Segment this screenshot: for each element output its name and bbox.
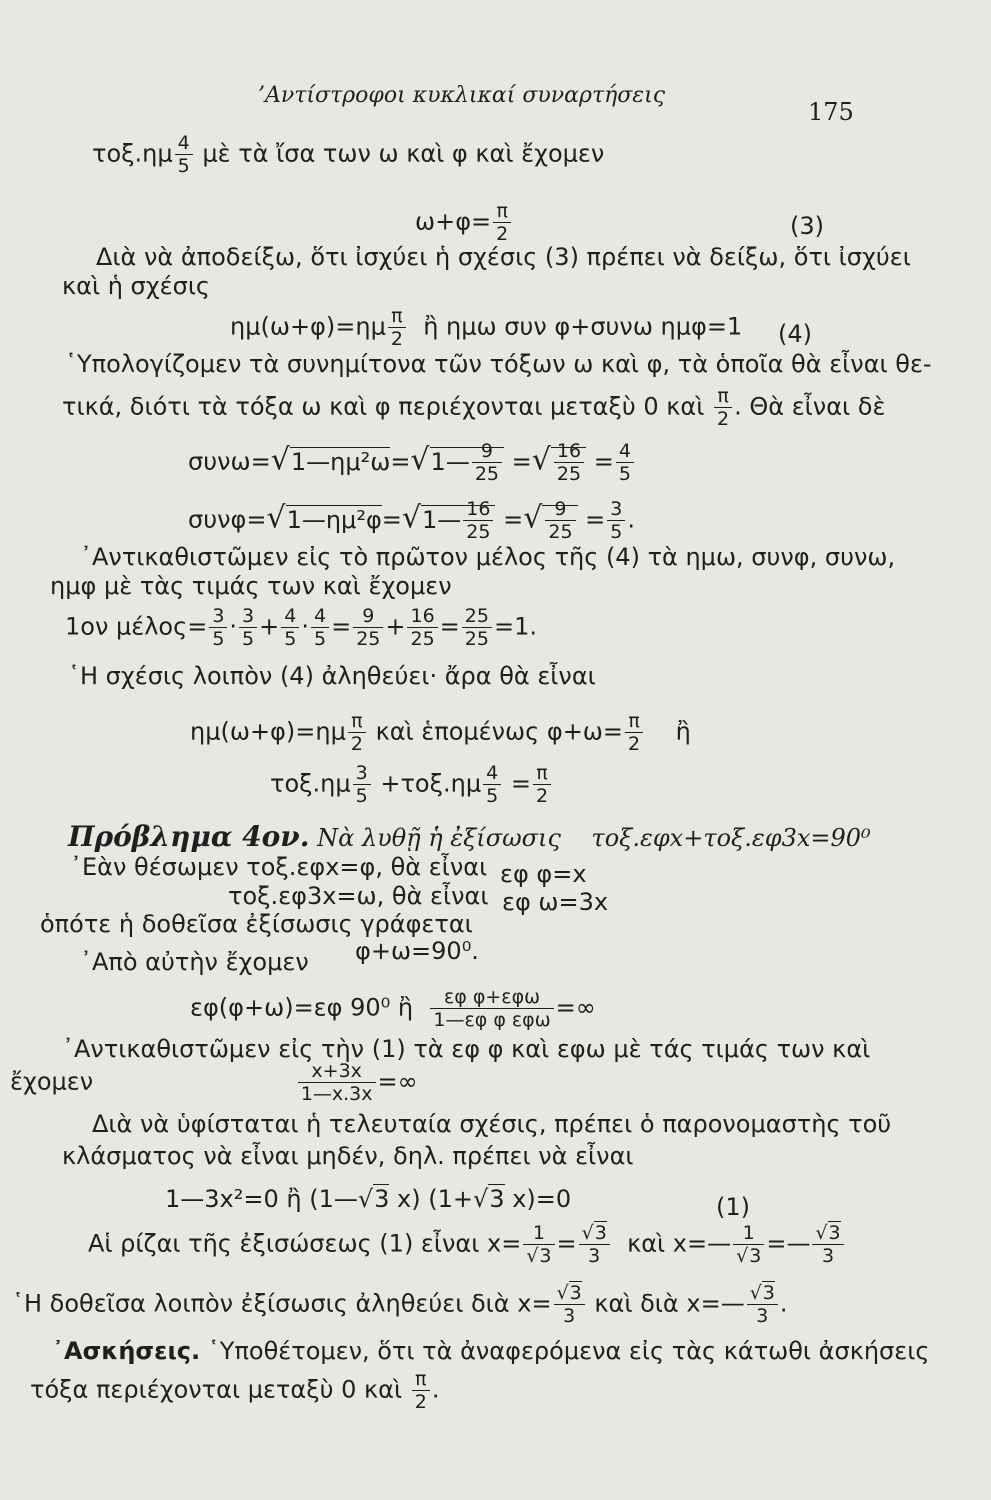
quadratic-equation-tag: (1) [716,1193,750,1221]
tangent-equation: εφ(φ+ω)=εφ 90⁰ ἢ εφ φ+εφω 1—εφ φ εφω =∞ [190,986,596,1031]
paragraph-line: τικά, διότι τὰ τόξα ω καὶ φ περιέχονται μεταξὺ 0 καὶ $\frac{\pi}{2}$ . Θὰ εἶναι δὲ [62,385,886,430]
exercises-line: τόξα περιέχονται μεταξὺ 0 καὶ $\frac{\pi}{2}$ . [30,1368,440,1413]
equation-6: τοξ.ημ $\frac{3}{5}$ +τοξ.ημ $\frac{4}{5}$ = $\frac{\pi}{2}$ [270,762,553,807]
paragraph-line: ᾽Αντικαθιστῶμεν εἰς τὸ πρῶτον μέλος τῆς (4) τὰ ημω, συνφ, συνω, [80,543,896,571]
exercises-line: ᾽Ασκήσεις. ῾Υποθέτομεν, ὅτι τὰ ἀναφερόμενα εἰς τὰς κάτωθι ἀσκήσεις [52,1337,930,1365]
paragraph-line: Διὰ νὰ ὑφίσταται ἡ τελευταία σχέσις, πρέπει ὁ παρονομαστὴς τοῦ [92,1110,892,1138]
substitution-line: τοξ.εφ3x=ω, θὰ εἶναι [228,882,489,910]
paragraph-line: ημφ μὲ τὰς τιμάς των καὶ ἔχομεν [50,572,452,600]
cos-phi-equation: συνφ=√1—ημ²φ=√1— $\frac{16}{25}$ =√ $\frac{9}{25}$ = $\frac{3}{5}$ . [188,498,636,543]
substitution-result: εφ ω=3x [502,888,609,916]
problem-heading: Πρόβλημα 4ον. Νὰ λυθῇ ἡ ἐξίσωσις τοξ.εφx+τοξ.εφ3x=90⁰ [68,820,871,853]
running-header: ’Αντίστροφοι κυκλικαί συναρτήσεις [258,83,666,108]
paragraph-line: Διὰ νὰ ἀποδείξω, ὅτι ἰσχύει ἡ σχέσις (3) πρέπει νὰ δείξω, ὅτι ἰσχύει [96,243,911,271]
paragraph-line: ᾽Απὸ αὐτὴν ἔχομεν [80,948,309,976]
substitution-line: ᾽Εὰν θέσωμεν τοξ.εφx=φ, θὰ εἶναι [70,853,488,881]
equation-3-tag: (3) [790,212,824,240]
paragraph-line: ῾Η σχέσις λοιπὸν (4) ἀληθεύει· ἄρα θὰ εἶναι [68,662,596,690]
equation-5: ημ(ω+φ)=ημ $\frac{\pi}{2}$ καὶ ἑπομένως φ+ω= $\frac{\pi}{2}$ ἢ [190,710,691,755]
equation-4-tag: (4) [778,320,812,348]
substitution-result: εφ φ=x [500,860,587,888]
quadratic-equation: 1—3x²=0 ἢ (1—√3 x) (1+√3 x)=0 [165,1185,572,1213]
paragraph-line: ῾Υπολογίζομεν τὰ συνημίτονα τῶν τόξων ω καὶ φ, τὰ ὁποῖα θὰ εἶναι θε- [65,350,932,378]
cos-omega-equation: συνω=√1—ημ²ω=√1— $\frac{9}{25}$ =√ $\frac{16}{25}$ = $\frac{4}{5}$ [188,440,636,485]
paragraph-line: ἔχομεν $\frac{x+3x}{1—x.3x}$ =∞ [10,1060,418,1105]
page-number: 175 [808,98,854,126]
paragraph-line: καὶ ἡ σχέσις [62,272,211,300]
paragraph-line: ὁπότε ἡ δοθεῖσα ἐξίσωσις γράφεται [40,910,473,938]
paragraph-line: κλάσματος νὰ εἶναι μηδέν, δηλ. πρέπει νὰ εἶναι [62,1142,634,1170]
equation-3: ω+φ= $\frac{\pi}{2}$ [415,200,513,245]
line-1: τοξ.ημ $\frac{4}{5}$ μὲ τὰ ἴσα των ω καὶ φ καὶ ἔχομεν [92,132,605,177]
equation-4: ημ(ω+φ)=ημ $\frac{\pi}{2}$ ἢ ημω συν φ+συνω ημφ=1 [230,305,743,350]
equation-sum: φ+ω=90⁰. [355,937,479,965]
paragraph-line: ᾽Αντικαθιστῶμεν εἰς τὴν (1) τὰ εφ φ καὶ εφω μὲ τάς τιμάς των καὶ [62,1035,871,1063]
first-member-equation: 1ον μέλος= $\frac{3}{5}$ · $\frac{3}{5}$ + $\frac{4}{5}$ · $\frac{4}{5}$ = $\frac{9}{25}$ + $\frac{16}{25}$ = $\frac{25}{25}$ =1. [65,605,537,650]
roots-line: Αἱ ρίζαι τῆς ἐξισώσεως (1) εἶναι x= $\frac{1}{√3}$ = $\frac{√3}{3}$ καὶ x=— $\frac{1}{√3}$ =— $\frac{√3}{3}$ [88,1222,846,1267]
conclusion-line: ῾Η δοθεῖσα λοιπὸν ἐξίσωσις ἀληθεύει διὰ x= $\frac{√3}{3}$ καὶ διὰ x=— $\frac{√3}{3}$ . [12,1282,788,1327]
